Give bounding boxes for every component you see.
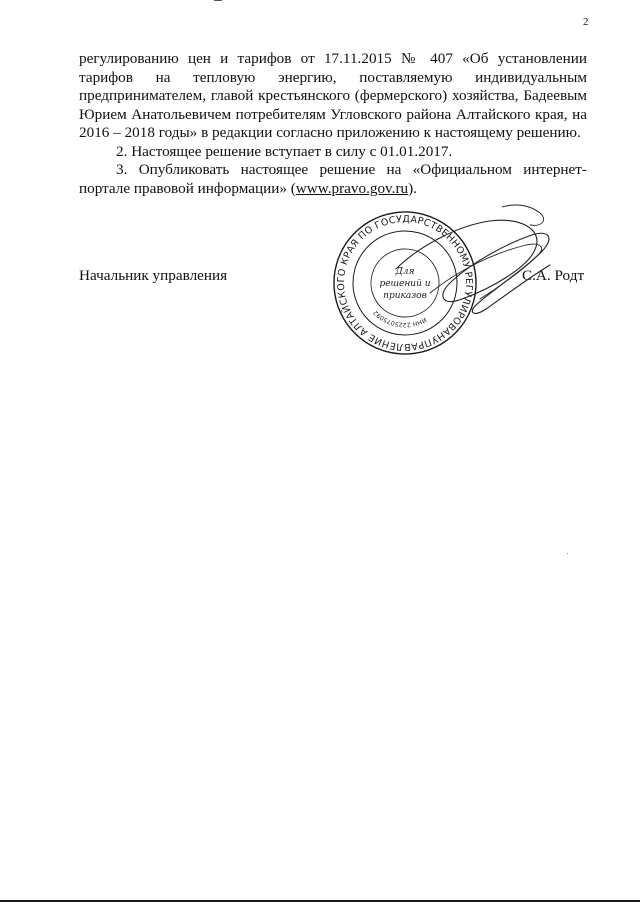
signer-name: С.А. Родт xyxy=(522,267,585,284)
document-body xyxy=(79,50,587,198)
handwritten-signature xyxy=(390,195,560,325)
seal-center-line-1: Для xyxy=(395,267,415,277)
seal-center-line-2: решений и xyxy=(379,279,431,289)
seal-outer-text: УПРАВЛЕНИЕ АЛТАЙСКОГО КРАЯ ПО ГОСУДАРСТВЕННОМУ РЕГУЛИРОВАНИЮ xyxy=(335,213,475,353)
scan-artifact-top xyxy=(214,0,222,1)
paragraph-3-suffix: ). xyxy=(408,179,417,197)
seal-inner-text: ИНН 2225075092 xyxy=(372,308,428,329)
pravo-link[interactable]: www.pravo.gov.ru xyxy=(295,179,409,197)
paragraph-1: регулированию цен и тарифов от 17.11.2015 № 407 «Об установлении тарифов на тепловую энергию, поставляемую индивидуальным предпринимателем, главой крестьянского (фермерского) хозяйства, Бадеевым Юрием Анатольевичем потребителям Угловского района Алтайского края, на 2016 – 2018 годы» в редакции согласно приложению к настоящему решению. xyxy=(79,50,587,141)
scan-artifact-dot xyxy=(567,553,568,554)
scan-artifact-bottom-line xyxy=(0,900,640,902)
paragraph-2: 2. Настоящее решение вступает в силу с 01.01.2017. xyxy=(116,142,453,160)
paragraph-3 xyxy=(79,161,587,198)
signer-title: Начальник управления xyxy=(79,267,228,284)
page-number: 2 xyxy=(583,16,589,28)
seal-center-line-3: приказов xyxy=(383,291,427,301)
paragraph-3-prefix: 3. Опубликовать настоящее решение на «Официальном интернет-портале правовой информации» ( xyxy=(79,161,587,197)
